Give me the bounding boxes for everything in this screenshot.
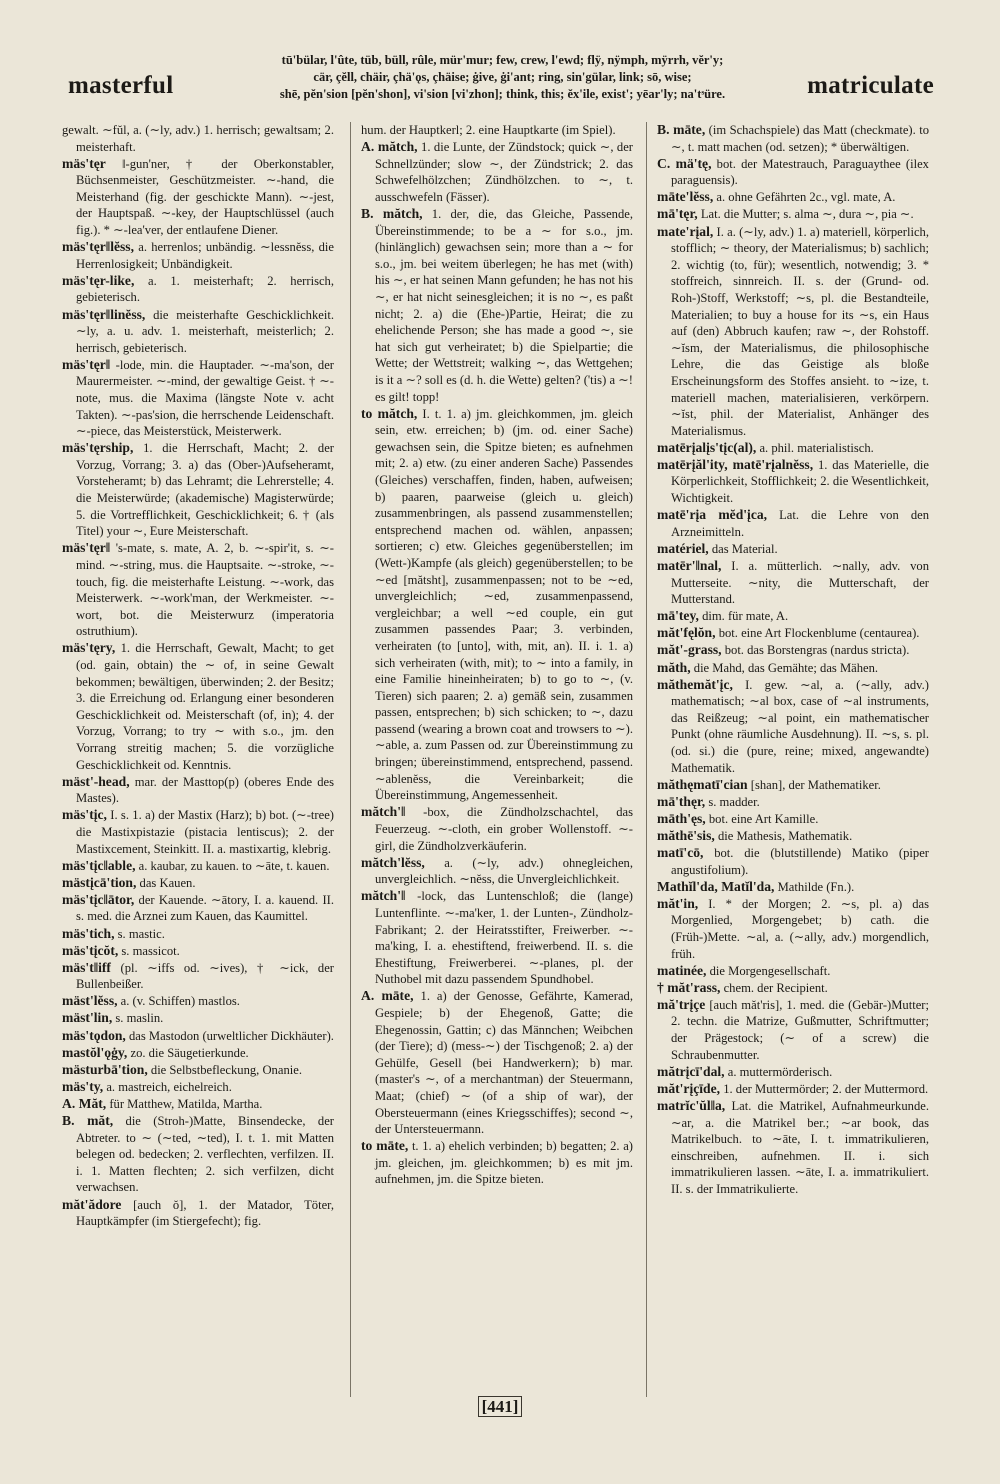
headword: mate'rįal, (657, 223, 714, 239)
dictionary-entry (657, 440, 929, 457)
definition: das Kauen. (139, 875, 196, 890)
definition: (im Schachspiele) das Matt (checkmate). to ∼, t. matt machen (od. setzen); * überwältigen. (671, 123, 929, 154)
headword: mäs'tįc, (62, 807, 107, 823)
definition: s. maslin. (115, 1011, 164, 1026)
dictionary-entry (657, 896, 929, 962)
definition: I. a. (∼ly, adv.) 1. a) materiell, körperlich, stofflich; ∼ theory, der Materialismus; b) sachlich; 2. wichtig (to, für); wesentlich, notwendig; 3. * stoffreich, sinnreich. II. s. der (Grund- od. Roh-)Stoff, Werkstoff; ∼s, pl. die Bestandteile, Materialien; to buy a house for its ∼s, ein Haus auf (den) Abbruch kaufen; raw ∼, der Rohstoff. ∼ĭsm, der Materialismus, die philosophische Lehre, die das Geistige als bloße Erscheinungsform des Stoffes ansieht. to ∼ize, t. materiell machen, materialisieren, verkörpern. ∼ĭst, phil. der Materialist, Anhänger des Materialismus. (671, 224, 929, 438)
definition: bot. die (blutstillende) Matiko (piper angustifolium). (671, 846, 929, 877)
definition: für Matthew, Matilda, Martha. (109, 1096, 263, 1111)
headword: māte'lĕss, (657, 189, 714, 205)
definition: die (Stroh-)Matte, Binsendecke, der Abtreter. to ∼ (∼ted, ∼ted), I. t. 1. mit Matten belegen od. bedecken; 2. verflechten, verfilzen. II. i. 1. Matten flechten; 2. sich verfilzen, dicht verwachsen. (76, 1114, 334, 1195)
dictionary-entry (62, 156, 334, 239)
dictionary-entry (657, 811, 929, 828)
dictionary-entry (62, 357, 334, 440)
definition: dim. für mate, A. (702, 609, 789, 624)
column-rule (350, 122, 351, 1397)
headword: mā'tey, (657, 608, 699, 624)
dictionary-entry (62, 273, 334, 306)
headword: B. măt, (62, 1113, 114, 1129)
definition: gewalt. ∼fŭl, a. (∼ly, adv.) 1. herrisch; gewaltsam; 2. meisterhaft. (62, 123, 334, 154)
definition: [auch măt'ris], 1. med. die (Gebär-)Mutter; 2. techn. die Matrize, Gußmutter, Schriftmutter; der Prägestock; (∼ of a screw) die Schraubenmutter. (671, 997, 929, 1062)
headword: matī'cō, (657, 845, 704, 861)
dictionary-entry (657, 224, 929, 440)
headword: mă'trįçe (657, 996, 706, 1012)
headword: mäs'tęry, (62, 640, 116, 656)
dictionary-entry (361, 804, 633, 854)
definition: I. a. mütterlich. ∼nally, adv. von Mutterseite. ∼nity, die Mutterschaft, der Mutterstand. (671, 558, 929, 607)
headword: mäs'tęrship, (62, 440, 134, 456)
headword: mäs't‖iff (62, 959, 111, 975)
dictionary-entry (657, 980, 929, 997)
headword: matinée, (657, 962, 707, 978)
column-rule (646, 122, 647, 1397)
headword: māth'ęs, (657, 810, 706, 826)
definition: 1. der Muttermörder; 2. der Muttermord. (723, 1081, 929, 1096)
definition: Mathilde (Fn.). (777, 879, 855, 894)
dictionary-entry (657, 997, 929, 1063)
definition: die Morgengesellschaft. (709, 963, 831, 978)
definition: I. s. 1. a) der Mastix (Harz); b) bot. (∼-tree) die Mastixpistazie (pistacia lentiscus); 2. der Mastixcement, Steinkitt. II. a. mastixartig, klebrig. (76, 808, 334, 856)
dictionary-entry (657, 457, 929, 507)
dictionary-entry (657, 794, 929, 811)
headword: to mătch, (361, 405, 418, 421)
headword: † măt'rass, (657, 979, 721, 995)
dictionary-entry (62, 943, 334, 960)
headword: mästįcā'tion, (62, 874, 137, 890)
definition: [shan], der Mathematiker. (750, 777, 881, 792)
dictionary-entry (62, 1197, 334, 1230)
headword: B. māte, (657, 122, 706, 137)
dictionary-entry (361, 406, 633, 804)
definition: 1. die Lunte, der Zündstock; quick ∼, der Schnellzünder; slow ∼, der Zündstrick; 2. das Schwefelhölzchen; Zündhölzchen. to ∼, t. ausschwefeln (Fässer). (375, 140, 633, 204)
guide-word-right: matriculate (807, 72, 934, 99)
definition: chem. der Recipient. (723, 980, 828, 995)
headword: mā'thęr, (657, 793, 706, 809)
definition: bot. eine Art Flockenblume (centaurea). (718, 626, 920, 641)
dictionary-entry (62, 1096, 334, 1113)
guide-word-left: masterful (68, 72, 174, 99)
headword: mäs'tęr (62, 155, 106, 171)
headword: A. māte, (361, 988, 414, 1004)
definition: s. mastic. (117, 926, 165, 941)
definition: bot. der Matestrauch, Paraguaythee (ilex paraguensis). (671, 156, 929, 188)
dictionary-entry (657, 156, 929, 189)
definition: zo. die Säugetierkunde. (130, 1045, 249, 1060)
headword: mā'tęr, (657, 206, 698, 222)
dictionary-entry (62, 1010, 334, 1027)
definition: a. mastreich, eichelreich. (106, 1079, 232, 1094)
dictionary-entry (62, 993, 334, 1010)
headword: mäs'tich, (62, 925, 115, 941)
headword: mătch'lĕss, (361, 854, 425, 870)
headword: mäst'lĕss, (62, 993, 118, 1009)
definition: die Mathesis, Mathematik. (717, 828, 853, 843)
headword: matrĭc'ŭl‖a, (657, 1097, 726, 1113)
headword: măt'-grass, (657, 642, 722, 658)
definition: (pl. ∼iffs od. ∼ives), † ∼ick, der Bullenbeißer. (76, 960, 334, 992)
dictionary-entry (657, 507, 929, 540)
definition: bot. eine Art Kamille. (708, 811, 819, 826)
definition: mar. der Masttop(p) (oberes Ende des Mastes). (76, 774, 334, 806)
dictionary-entry (361, 855, 633, 888)
headword: A. mătch, (361, 139, 418, 155)
headword: mäs'tįcŏt, (62, 942, 119, 958)
definition: Lat. die Mutter; s. alma ∼, dura ∼, pia ∼. (700, 207, 914, 222)
dictionary-entry (657, 1064, 929, 1081)
headword: mästurbā'tion, (62, 1061, 148, 1077)
headword: mătch'‖ (361, 804, 406, 820)
dictionary-entry (62, 540, 334, 640)
definition: ‖-gun'ner, † der Oberkonstabler, Büchsenmeister, Geschützmeister. ∼-hand, die Meisterhand (fig. der geschickte Mann). ∼-jest, der Hauptspaß. ∼-key, der Hauptschlüssel (auch fig.). * ∼-lea'ver, der entlaufene Diener. (76, 156, 334, 238)
dictionary-entry (657, 1081, 929, 1098)
dictionary-entry (657, 189, 929, 206)
definition: der Kauende. ∼ātory, I. a. kauend. II. s. med. die Arznei zum Kauen, das Kaumittel. (76, 892, 334, 924)
dictionary-entry (62, 774, 334, 807)
definition: 1. die Herrschaft, Gewalt, Macht; to get (od. gain, obtain) the ∼ of, in seine Gewalt bekommen; bewältigen, überwinden; 2. der Besitz; 3. die Erreichung od. Erlangung einer besonderen Geschicklichkeit od. Meisterschaft (of, in); 4. der Vorzug, Vorrang; to try ∼ with s.o., jm. den Vorrang streitig machen; 5. die vorzügliche Geschicklichkeit od. Kenntnis. (76, 641, 334, 772)
headword: mäs'tǫdon, (62, 1027, 126, 1043)
definition: -lock, das Luntenschloß; die (lange) Luntenflinte. ∼-ma'ker, 1. der Lunten-, Zündholz-Fabrikant; 2. der Heiratsstifter, Freiwerber. ∼-ma'king, I. a. ehestiftend, freiwerbend. II. s. die Ehestiftung, Freiwerberei. ∼-planes, pl. der Nuthobel mit dazu passendem Spundhobel. (375, 889, 633, 987)
headword: măt'fęlŏn, (657, 625, 716, 641)
dictionary-entry (62, 122, 334, 155)
headword: matē'rįa mĕd'įca, (657, 507, 768, 523)
headword: mäst'lin, (62, 1010, 113, 1026)
page-footer (0, 1397, 1000, 1417)
dictionary-entry (657, 845, 929, 878)
headword: mătch'‖ (361, 888, 406, 904)
headword: mäs'tęr‖ (62, 356, 111, 372)
dictionary-entry (657, 206, 929, 223)
definition: 1. a) der Genosse, Gefährte, Kamerad, Gespiele; b) der Ehegenoß, Gatte; die Ehegenossin, Gattin; c) das Männchen; Weibchen (der Tiere); d) (mess-∼) der Tischgenoß; 2. a) der Gehülfe, Gesell (bei Handwerkern); b) mar. (master's ∼, of a merchantman) der Steuermann, Maat; (chief) ∼ (of a ship of war), der Obersteuermann (eines Kriegsschiffes); second ∼, der Untersteuermann. (375, 989, 633, 1137)
dictionary-entry (657, 608, 929, 625)
definition: 1. die Herrschaft, Macht; 2. der Vorzug, Vorrang; 3. a) das (Ober-)Aufseheramt, Vorsteheramt; b) das Lehramt; die Lehrerstelle; 4. die Meisterwürde; (akademische) Magisterwürde; 5. die Vortrefflichkeit, Geschicklichkeit; 6. † (als Titel) your ∼, Eure Meisterschaft. (76, 441, 334, 539)
entry-columns (62, 122, 952, 1397)
dictionary-entry (62, 440, 334, 540)
dictionary-entry (62, 875, 334, 892)
column-2 (361, 122, 633, 1397)
definition: das Material. (711, 541, 778, 556)
headword: mäs'ty, (62, 1078, 104, 1094)
headword: to māte, (361, 1138, 409, 1154)
pronunciation-line: cär, çĕll, chäir, çhä'ǫs, çhäise; ġive, ġi'ant; ring, sin'gülar, link; sō, wise; (313, 70, 692, 84)
definition: a. kaubar, zu kauen. to ∼āte, t. kauen. (138, 858, 330, 873)
definition: Lat. die Matrikel, Aufnahmeurkunde. ∼ar, a. die Matrikel ber.; ∼ar book, das Matrikelbuch. to ∼āte, I. t. immatrikulieren, einschreiben, aufnehmen. II. i. sich immatrikulieren lassen. ∼āte, I. a. immatrikuliert. II. s. der Immatrikulierte. (671, 1098, 929, 1196)
definition: die meisterhafte Geschicklichkeit. ∼ly, a. u. adv. 1. meisterhaft, meisterlich; 2. herrisch, gebieterisch. (76, 307, 334, 355)
dictionary-entry (62, 858, 334, 875)
headword: măth, (657, 659, 691, 675)
dictionary-entry (657, 879, 929, 896)
definition: s. madder. (708, 794, 760, 809)
headword: mäs'tįc‖able, (62, 857, 136, 873)
pronunciation-line: tū'bülar, l'ûte, tüb, büll, rûle, mür'mur; few, crew, l'ewd; flÿ, nÿmph, mÿrrh, vĕr'y; (281, 53, 724, 67)
definition: -lode, min. die Hauptader. ∼-ma'son, der Maurermeister. ∼-mind, der gewaltige Geist. † ∼-note, mus. die Maxima (längste Note v. acht Takten). ∼-pas'sion, die herrschende Leidenschaft. ∼-piece, das Meisterstück, Meisterwerk. (76, 357, 334, 439)
dictionary-entry (657, 963, 929, 980)
dictionary-entry (657, 122, 929, 155)
headword: măthemăt'įc, (657, 676, 733, 692)
dictionary-entry (657, 828, 929, 845)
definition: a. muttermörderisch. (727, 1064, 833, 1079)
definition: 's-mate, s. mate, A. 2, b. ∼-spir'it, s. ∼-mind. ∼-string, mus. die Hauptsaite. ∼-stroke, ∼-touch, fig. die meisterhafte Leistung. ∼-work, das Meisterwerk. ∼-work'man, der Werkmeister. ∼-wort, bot. die Meisterwurz (imperatoria ostruthium). (76, 541, 334, 639)
headword: măt'in, (657, 895, 699, 911)
definition: bot. das Borstengras (nardus stricta). (724, 643, 910, 658)
dictionary-entry (62, 239, 334, 272)
dictionary-entry (62, 807, 334, 857)
headword: C. mä'tę, (657, 155, 712, 171)
headword: mastŏl'ǫġy, (62, 1044, 128, 1060)
page-number: [441] (478, 1396, 523, 1417)
dictionary-entry (657, 777, 929, 794)
definition: t. 1. a) ehelich verbinden; b) begatten; 2. a) jm. gleichen, jm. gleichkommen; b) es mit jm. aufnehmen, jm. die Spitze bieten. (375, 1139, 633, 1187)
headword: matēr'‖nal, (657, 557, 722, 573)
headword: mäs'tęr‖linĕss, (62, 306, 146, 322)
definition: a. (∼ly, adv.) ohnegleichen, unvergleichlich. ∼nĕss, die Unvergleichlichkeit. (375, 855, 633, 887)
dictionary-entry (361, 139, 633, 205)
dictionary-entry (62, 892, 334, 925)
definition: a. phil. materialistisch. (759, 440, 874, 455)
definition: s. massicot. (121, 943, 180, 958)
definition: die Selbstbefleckung, Onanie. (150, 1062, 302, 1077)
dictionary-entry (361, 206, 633, 405)
page-header (62, 50, 938, 112)
column-3 (657, 122, 929, 1397)
headword: mäs'tęr-like, (62, 272, 135, 288)
headword: matērįalįs'tįc(al), (657, 439, 757, 455)
dictionary-entry (361, 1138, 633, 1188)
dictionary-entry (62, 1045, 334, 1062)
dictionary-entry (657, 558, 929, 608)
headword: mäs'tęr‖ (62, 540, 111, 556)
dictionary-entry (657, 677, 929, 777)
headword: A. Măt, (62, 1095, 107, 1111)
definition: 1. das Materielle, die Körperlichkeit, Stofflichkeit; 2. die Wesentlichkeit, Wichtigkeit. (671, 457, 929, 506)
dictionary-entry (62, 1062, 334, 1079)
definition: a. (v. Schiffen) mastlos. (120, 994, 240, 1009)
headword: mäst'-head, (62, 773, 130, 789)
pronunciation-key (237, 52, 768, 103)
headword: măthęmatī'cian (657, 776, 748, 792)
headword: măt'ădore (62, 1196, 122, 1212)
definition: Lat. die Lehre von den Arzneimitteln. (671, 508, 929, 539)
dictionary-entry (657, 1098, 929, 1198)
definition: I. * der Morgen; 2. ∼s, pl. a) das Morgenlied, Morgengebet; b) cath. die (Früh-)Mette. ∼al, a. (∼ally, adv.) morgendlich, früh. (671, 896, 929, 961)
headword: B. mătch, (361, 205, 423, 221)
dictionary-entry (62, 1028, 334, 1045)
headword: mäs'tįc‖ātor, (62, 891, 135, 907)
column-1 (62, 122, 334, 1397)
definition: hum. der Hauptkerl; 2. eine Hauptkarte (im Spiel). (361, 123, 616, 137)
dictionary-entry (657, 660, 929, 677)
headword: mäs'tęr‖lĕss, (62, 239, 134, 255)
definition: -box, die Zündholzschachtel, das Feuerzeug. ∼-cloth, ein grober Wollenstoff. ∼-girl, die Zündholzverkäuferin. (375, 805, 633, 853)
dictionary-entry (62, 640, 334, 773)
dictionary-entry (361, 122, 633, 139)
definition: das Mastodon (urweltlicher Dickhäuter). (128, 1028, 334, 1043)
dictionary-entry (62, 926, 334, 943)
headword: mătrįcī'dal, (657, 1063, 725, 1079)
pronunciation-line: shē, pĕn'sion [pĕn'shon], vi'sion [vi'zhon]; think, this; ĕx'ile, exist'; yēar'ly; na'tˢüre. (279, 87, 726, 101)
dictionary-entry (62, 960, 334, 993)
definition: 1. der, die, das Gleiche, Passende, Übereinstimmende; to be a ∼ for s.o., jm. (hinlänglich) gewachsen sein; more than a ∼ for s.o., jm. bei weitem überlegen; he has met (with) his ∼, er hat seinen Mann gefunden; he has not his ∼, er hat nicht seinesgleichen; it is no ∼, es paßt nicht; 2. a) die (Ehe-)Partie, Heirat; die zu ehelichende Person; she has made a good ∼, sie hat sich gut verheiratet; b) die Spielpartie; die Wette; der Wettstreit; walking ∼, das Wettgehen; is it a ∼? soll es (d. h. die Wette) gelten? ('tis) a ∼! es gilt! topp! (375, 206, 633, 404)
headword: Mathĭl'da, Matĭl'da, (657, 878, 775, 894)
headword: măt'rįçīde, (657, 1080, 721, 1096)
definition: I. gew. ∼al, a. (∼ally, adv.) mathematisch; ∼al box, case of ∼al instruments, das Reißzeug; ∼al point, ein mathematischer Punkt (ohne räumliche Ausdehnung). II. ∼s, s. pl. (od. si.) die (pure, reine; mixed, angewandte) Mathematik. (671, 677, 929, 775)
dictionary-entry (657, 625, 929, 642)
headword: matériel, (657, 540, 709, 556)
dictionary-entry (361, 988, 633, 1137)
definition: I. t. 1. a) jm. gleichkommen, jm. gleich sein, etw. erreichen; b) (jm. od. einer Sache) gewachsen sein, die Spitze bieten; es aufnehmen mit; 2. a) etw. (zu einer anderen Sache) Passendes (Gleiches) verschaffen, finden, haben, aufweisen; b) paaren, paarweise (gleich u. gleich) zusammenbringen, als passend zusammenstellen; entsprechend machen od. wählen, anpassen; sortieren; c) etw. Gleiches gegenüberstellen; im (Wett-)Kampfe (als gleich) gegenüberstellen; to be ∼ed [mătsht], zusammenpassen; not to be ∼ed, unvergleichlich; ∼ed, zusammenpassend, vergleichbar; a well ∼ed couple, ein gut zusammen passendes Paar; 3. verbinden, verheiraten (to [unto], with, mit, an). II. i. 1. a) sich verheiraten (with, mit); to ∼ into a family, in eine Familie hineinheiraten; b) to go to ∼, (v. Tieren) sich paaren; 2. a) gemäß sein, zusammen passen, entsprechen; b) sich schicken; to ∼, dazu passend (wearing a brown coat and trowsers to ∼). ∼able, a. zum Passen od. zur Übereinstimmung zu bringen; übereinstimmend, entsprechend, passend. ∼ablenĕss, die Vereinbarkeit; die Übereinstimmung, Angemessenheit. (375, 406, 633, 803)
definition: [auch ŏ], 1. der Matador, Töter, Hauptkämpfer (im Stiergefecht); fig. (76, 1197, 334, 1229)
dictionary-entry (62, 1113, 334, 1196)
definition: a. ohne Gefährten 2c., vgl. mate, A. (716, 190, 896, 205)
headword: măthē'sis, (657, 827, 715, 843)
headword: matērįăl'ity, matē'rįalnĕss, (657, 456, 814, 472)
dictionary-entry (657, 541, 929, 558)
definition: a. herrenlos; unbändig. ∼lessnĕss, die Herrenlosigkeit; Unbändigkeit. (76, 240, 334, 271)
dictionary-entry (62, 307, 334, 357)
dictionary-entry (361, 888, 633, 988)
definition: a. 1. meisterhaft; 2. herrisch, gebieterisch. (76, 273, 334, 305)
dictionary-entry (657, 642, 929, 659)
dictionary-entry (62, 1079, 334, 1096)
definition: die Mahd, das Gemähte; das Mähen. (693, 660, 879, 675)
